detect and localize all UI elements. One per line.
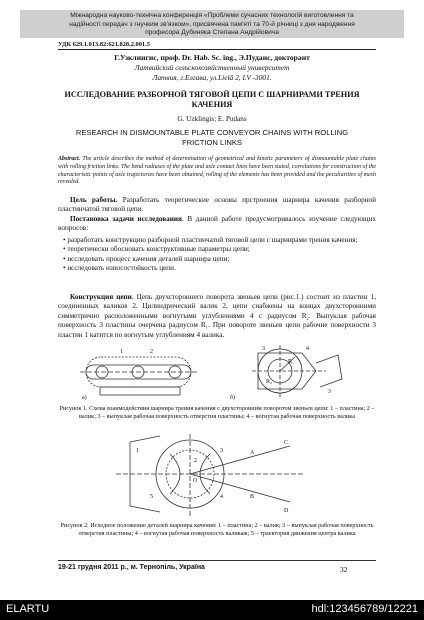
title-en-line: FRICTION LINKS (182, 138, 242, 147)
fig1-label-2: 2 (150, 349, 153, 355)
fig1-label-3b: 3 (328, 389, 331, 395)
title-ru-line: КАЧЕНИЯ (191, 100, 233, 109)
header-rule (58, 49, 376, 50)
fig2-label-1: 1 (136, 448, 139, 454)
abstract-text: The article describes the method of determination of geometrical and kinetic parameters of dismountable plate chains with rolling friction links. The bend radiuses of the plate and axle contact lines have been stated, correlations for construction of the characteristic points of axle trajectories have been obtained, rolling of the elements has been provided and the peculiarities of mesh revealed. (58, 156, 377, 186)
goal-text: Разработать теоретические основы прстроения шарнира качения разборной пластинчатой тяговой цепи. (58, 196, 376, 214)
udk-code: УДК 629.1.013.82:621.828.2.001.5 (58, 41, 150, 48)
footer-date-place: 19-21 грудня 2011 р., м. Тернопіль, Україна (58, 564, 205, 571)
conference-header (20, 10, 404, 38)
authors-en: G. Uzklingis; E. Pudans (177, 115, 247, 123)
bullet-item: • теоретически обосновать конструктивные параметры цепи; (58, 245, 376, 254)
authors-ru: Г.Узклингис, проф. Dr. Hab. Sc. ing., Э.Пуданс, докторант (114, 53, 310, 62)
construction-text: . Цепь двухстороннего поворота звеньев цепи (рис.1.) состоит из пластин 1, соединенных валиков 2. Цилиндрический валик 2, цепи снабжены на концах двухсторонними симметрично расположенными вогнутыми углублениями 4 с радиусом R₂. Выпуклая рабочая поверхность 3 пластины очерчена радиусом R₁. При повороте звеньев цепи рабочие поверхности 3 пластин 1 катится по вогнутым углублениям 4 валика. (58, 293, 376, 339)
task-label: Постановка задачи исследования (70, 214, 182, 223)
fig2-label-o: O (193, 478, 198, 484)
figure-1-drawing (80, 343, 350, 403)
affiliation-2: Латвия, г.Елгава, ул.Lielā 2, LV -3001. (152, 73, 272, 82)
fig2-label-c: C (284, 440, 289, 446)
fig2-label-3: 3 (220, 448, 223, 454)
goal-paragraph (58, 196, 376, 234)
fig1-label-4: 4 (306, 346, 309, 352)
fig1-label-r1: R₁ (288, 359, 295, 365)
fig1-label-1: 1 (120, 349, 123, 355)
title-ru (40, 90, 384, 110)
fig1-label-a: а) (82, 395, 87, 401)
fig2-label-2: 2 (194, 458, 197, 464)
fig2-label-a: A (250, 450, 255, 456)
abstract (58, 156, 376, 187)
fig1-label-3: 3 (262, 346, 265, 352)
title-en-line: RESEARCH IN DISMOUNTABLE PLATE CONVEYOR CHAINS WITH ROLLING (75, 128, 349, 137)
fig1-label-r2: R₂ (266, 379, 273, 385)
affiliation-1: Латвийский сельскохозяйственный университет (134, 63, 290, 72)
fig2-label-4: 4 (220, 494, 223, 500)
figure-1-caption: Рисунок 1. Схема взаимодействия шарнира трения качения с двухсторонним поворотом звеньев цепи: 1 – пластина; 2 – валик; 3 – выпуклая рабочая поверхность отверстия пластины; 4 – вогнутая рабочая поверхность валика (59, 405, 375, 420)
fig1-label-b: б) (230, 395, 236, 401)
task-text: . В данной работе предусмотривалось изучение следующих вопросов: (58, 214, 376, 233)
task-bullets (58, 236, 376, 274)
conference-header-line: Міжнародна науково-технічна конференція «Проблеми сучасних технологій виготовлення та (70, 12, 354, 19)
bullet-item: • исследовать процесс качения деталей шарнира цепи; (58, 255, 376, 264)
conference-header-line: надійності передач з гнучким зв'язком», присвячена пам'яті та 70-й річниці з дня народження (69, 20, 355, 28)
repository-name: ELARTU (6, 603, 50, 615)
figure-2-caption: Рисунок 2. Исходное положение деталей шарнира качения: 1 – пластина; 2 – валик; 3 – выпуклая рабочая поверхность отверстия пластины; 4 – вогнутая рабочая поверхность валикаж; 5 – траектория движения центра валика (60, 522, 374, 537)
repository-bar (0, 600, 424, 620)
page-number: 32 (340, 565, 348, 574)
bullet-item: • исследовать износостойкость цепи. (58, 264, 376, 273)
conference-header-line: професора Дубиняка Степана Андрійовича (145, 29, 279, 37)
construction-label: Конструкция цепи (70, 293, 132, 301)
fig2-label-b: B (250, 494, 255, 500)
fig2-label-d: D (284, 508, 289, 514)
goal-label: Цель работы. (70, 196, 118, 204)
title-ru-line: ИССЛЕДОВАНИЕ РАЗБОРНОЙ ТЯГОВОЙ ЦЕПИ С ШАРНИРАМИ ТРЕНИЯ (64, 90, 360, 99)
title-en (40, 128, 384, 148)
handle-id: hdl:123456789/12221 (311, 603, 418, 615)
bullet-item: • разработать конструкцию разборной пластинчатой тяговой цепи с шарнирами трения качения; (58, 236, 376, 245)
construction-paragraph (58, 293, 376, 340)
abstract-label: Abstract. (58, 156, 81, 162)
fig2-label-5: 5 (150, 494, 153, 500)
figure-2-drawing (110, 432, 310, 520)
footer-rule (58, 560, 376, 561)
